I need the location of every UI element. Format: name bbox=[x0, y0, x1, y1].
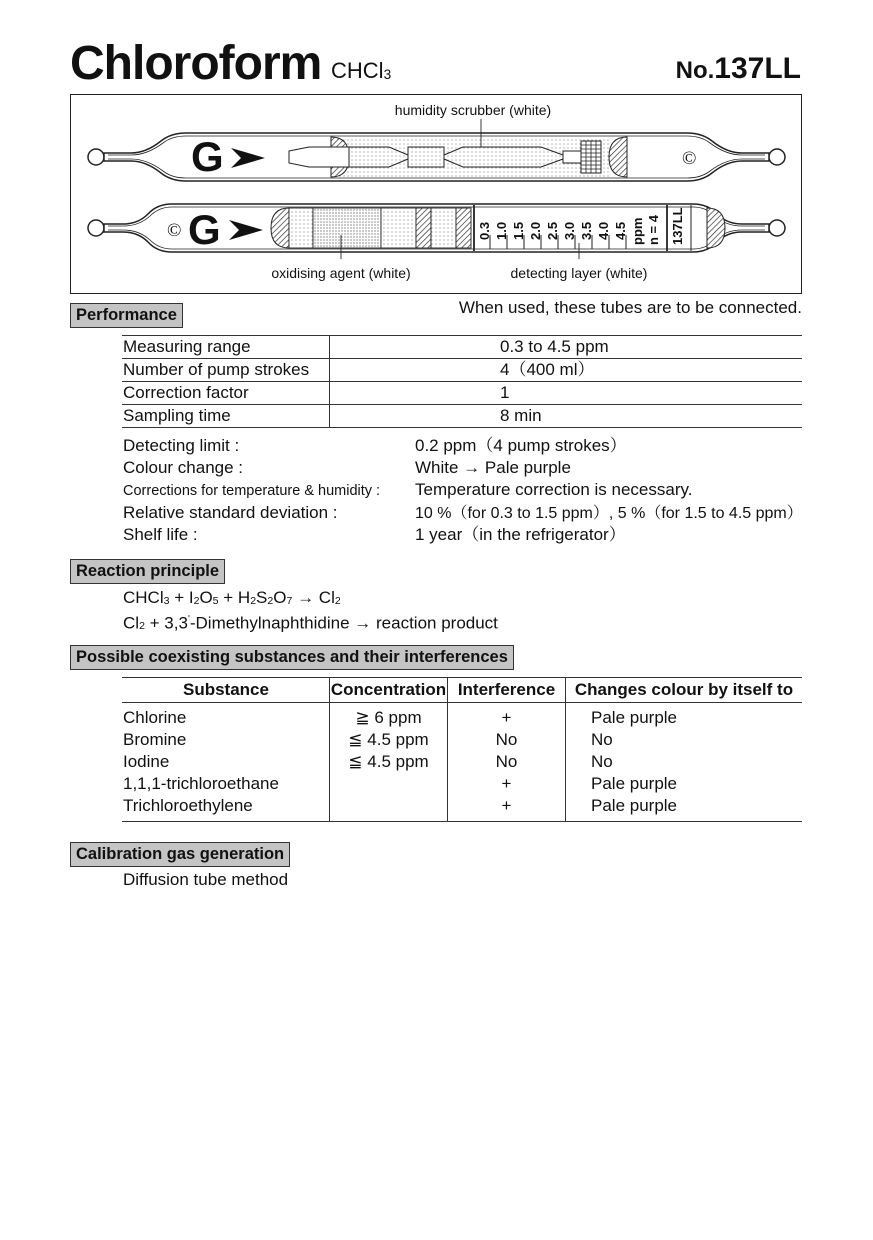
interference-cell: + bbox=[448, 773, 566, 795]
scale-label: 2.5 bbox=[545, 221, 560, 240]
reaction-line-1 bbox=[123, 587, 341, 611]
header-concentration: Concentration bbox=[330, 678, 448, 703]
product: Cl bbox=[318, 588, 335, 607]
interference-row bbox=[122, 795, 802, 822]
subscript: 2 bbox=[334, 594, 341, 607]
reactant: Cl bbox=[123, 613, 140, 633]
concentration-cell bbox=[330, 773, 448, 795]
subscript: 2 bbox=[193, 594, 200, 607]
interference-row bbox=[122, 729, 802, 751]
header-colour-change: Changes colour by itself to bbox=[566, 678, 803, 703]
prime-mark: ' bbox=[187, 614, 190, 625]
product-number-value: 137LL bbox=[714, 52, 801, 85]
detail-row bbox=[123, 524, 626, 546]
page-title: Chloroform bbox=[70, 37, 322, 90]
copyright-mark-lower: © bbox=[167, 220, 182, 241]
detail-value: 1 year（in the refrigerator） bbox=[415, 525, 626, 544]
logo-letter-lower: G bbox=[188, 206, 221, 253]
interference-row bbox=[122, 751, 802, 773]
header-interference: Interference bbox=[448, 678, 566, 703]
performance-value: 4（400 ml） bbox=[330, 359, 803, 382]
substance-cell: 1,1,1-trichloroethane bbox=[122, 773, 330, 795]
performance-label: Measuring range bbox=[122, 336, 330, 359]
colour-change-cell: Pale purple bbox=[591, 708, 678, 727]
performance-row bbox=[122, 336, 802, 359]
section-coexisting: Possible coexisting substances and their interferences bbox=[70, 645, 514, 670]
interference-row bbox=[122, 703, 802, 730]
subscript: 2 bbox=[139, 620, 145, 633]
detail-value: 10 %（for 0.3 to 1.5 ppm）, 5 %（for 1.5 to 4.5 ppm） bbox=[415, 505, 803, 522]
operator: + bbox=[169, 588, 189, 607]
reactant: H bbox=[237, 588, 251, 607]
scale-label: 0.3 bbox=[477, 221, 492, 240]
performance-row bbox=[122, 382, 802, 405]
formula-main: CHCl bbox=[331, 58, 384, 83]
performance-row bbox=[122, 359, 802, 382]
subscript: 3 bbox=[163, 594, 170, 607]
performance-table bbox=[122, 335, 802, 428]
label-oxidising-agent: oxidising agent (white) bbox=[271, 265, 411, 281]
detail-label: Shelf life : bbox=[123, 525, 198, 544]
interference-table bbox=[122, 677, 802, 822]
detail-value: White → Pale purple bbox=[415, 458, 571, 477]
upper-tube bbox=[88, 119, 785, 181]
performance-label: Number of pump strokes bbox=[122, 359, 330, 382]
tube-illustration bbox=[71, 95, 801, 293]
section-reaction: Reaction principle bbox=[70, 559, 225, 584]
scale-strokes: n = 4 bbox=[646, 215, 661, 245]
product-number bbox=[676, 52, 801, 86]
detail-label: Relative standard deviation : bbox=[123, 503, 338, 522]
calibration-method: Diffusion tube method bbox=[123, 870, 289, 889]
connection-note: When used, these tubes are to be connected. bbox=[458, 298, 802, 317]
header-substance: Substance bbox=[122, 678, 330, 703]
tube-code: 137LL bbox=[670, 207, 685, 245]
reactant: I bbox=[188, 588, 194, 607]
subscript: 5 bbox=[212, 594, 219, 607]
colour-change-cell: Pale purple bbox=[566, 795, 803, 822]
interference-row bbox=[122, 773, 802, 795]
substance-cell: Iodine bbox=[122, 751, 330, 773]
interference-cell: + bbox=[448, 703, 566, 730]
performance-row bbox=[122, 405, 802, 428]
reactant: O bbox=[273, 588, 287, 607]
performance-label: Correction factor bbox=[122, 382, 330, 405]
subscript: 7 bbox=[286, 594, 293, 607]
scale-label: 3.0 bbox=[562, 221, 577, 240]
arrow: → bbox=[292, 588, 319, 607]
reactant: O bbox=[199, 588, 213, 607]
section-performance: Performance bbox=[70, 303, 183, 328]
subscript: 2 bbox=[250, 594, 257, 607]
detail-row bbox=[123, 435, 627, 457]
operator: + bbox=[218, 588, 238, 607]
performance-value: 1 bbox=[330, 382, 803, 405]
reactant: S bbox=[256, 588, 268, 607]
chemical-formula bbox=[331, 58, 391, 84]
detail-row bbox=[123, 457, 571, 479]
interference-cell: + bbox=[448, 795, 566, 822]
performance-value: 0.3 to 4.5 ppm bbox=[330, 336, 803, 359]
colour-change-cell: Pale purple bbox=[591, 774, 678, 793]
concentration-cell: ≦ 4.5 ppm bbox=[330, 751, 448, 773]
substance-cell: Chlorine bbox=[122, 703, 330, 730]
performance-label: Sampling time bbox=[122, 405, 330, 428]
label-humidity-scrubber: humidity scrubber (white) bbox=[394, 102, 552, 118]
formula-subscript: 3 bbox=[383, 66, 392, 82]
detail-value: 0.2 ppm（4 pump strokes） bbox=[415, 436, 627, 455]
scale-label: 1.5 bbox=[511, 221, 526, 240]
concentration-cell: ≧ 6 ppm bbox=[330, 703, 448, 730]
detail-row bbox=[123, 479, 692, 502]
scale-label: 3.5 bbox=[579, 221, 594, 240]
reaction-rest: -Dimethylnaphthidine → reaction product bbox=[189, 613, 498, 633]
operator: + 3,3 bbox=[144, 613, 188, 633]
subscript: 2 bbox=[267, 594, 274, 607]
scale-label: 4.5 bbox=[613, 221, 628, 240]
detail-label: Colour change : bbox=[123, 458, 244, 477]
logo-letter: G bbox=[191, 133, 224, 180]
performance-value: 8 min bbox=[330, 405, 803, 428]
colour-change-cell: No bbox=[591, 752, 613, 771]
scale-label: 2.0 bbox=[528, 221, 543, 240]
label-detecting-layer: detecting layer (white) bbox=[510, 265, 648, 281]
detail-row bbox=[123, 502, 803, 525]
concentration-cell: ≦ 4.5 ppm bbox=[330, 729, 448, 751]
concentration-cell bbox=[330, 795, 448, 822]
section-calibration: Calibration gas generation bbox=[70, 842, 290, 867]
interference-cell: No bbox=[448, 751, 566, 773]
scale-label: 4.0 bbox=[596, 221, 611, 240]
product-number-prefix: No. bbox=[675, 57, 715, 84]
substance-cell: Trichloroethylene bbox=[122, 795, 330, 822]
lower-tube bbox=[88, 204, 785, 259]
detail-label: Detecting limit : bbox=[123, 436, 240, 455]
colour-change-cell: No bbox=[591, 730, 613, 749]
reaction-line-2 bbox=[123, 609, 498, 637]
scale-unit: ppm bbox=[630, 217, 645, 245]
interference-cell: No bbox=[448, 729, 566, 751]
substance-cell: Bromine bbox=[122, 729, 330, 751]
copyright-mark: © bbox=[682, 148, 697, 169]
tube-diagram bbox=[70, 94, 802, 294]
detail-value: Temperature correction is necessary. bbox=[415, 480, 693, 499]
scale-label: 1.0 bbox=[494, 221, 509, 240]
detail-label: Corrections for temperature & humidity : bbox=[123, 483, 381, 499]
reactant: CHCl bbox=[123, 588, 164, 607]
